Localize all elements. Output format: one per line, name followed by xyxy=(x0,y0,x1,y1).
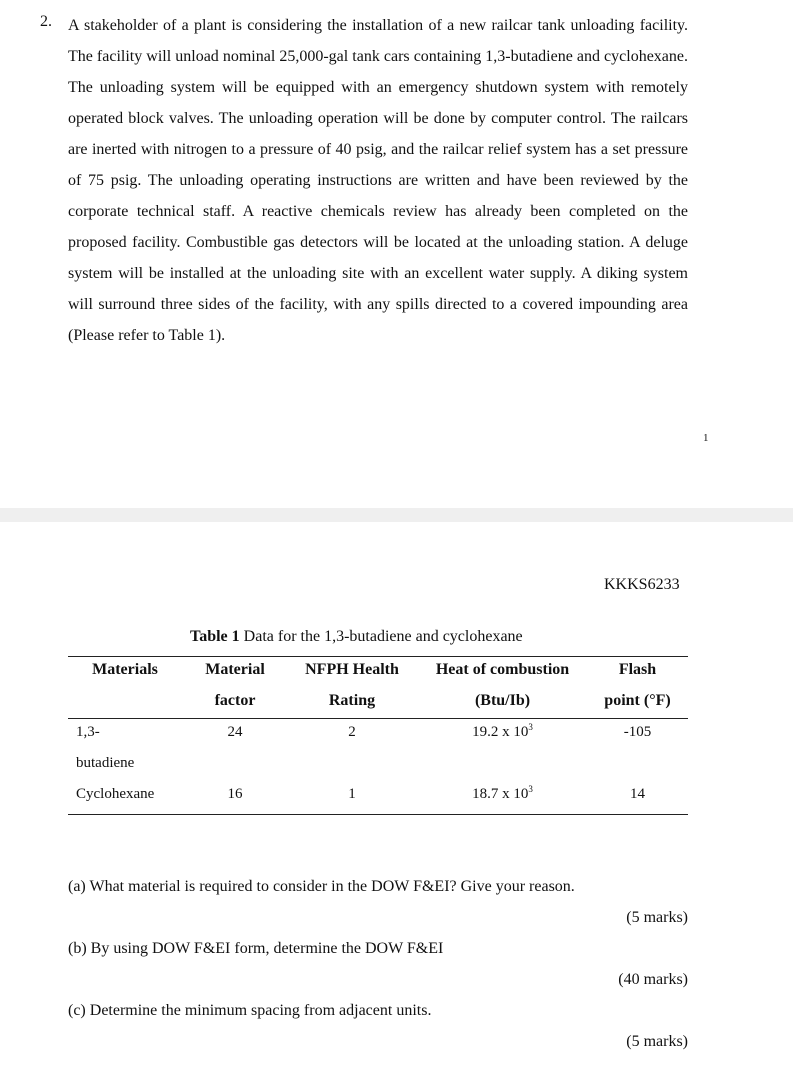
part-a-marks: (5 marks) xyxy=(626,909,688,926)
row2-material-factor: 16 xyxy=(227,786,243,802)
header-nfph-line1: NFPH Health xyxy=(305,661,399,678)
table-caption-text: Data for the 1,3-butadiene and cyclohexane xyxy=(239,628,523,645)
row1-flash-point: -105 xyxy=(623,724,652,740)
question-text: A stakeholder of a plant is considering the installation of a new railcar tank unloading facility. The facility will unload nominal 25,000-gal tank cars containing 1,3-butadiene and cyclohexane. The unloading system will be equipped with an emergency shutdown system with remotely operated block valves. The unloading operation will be done by computer control. The railcars are inerted with nitrogen to a pressure of 40 psig, and the railcar relief system has a set pressure of 75 psig. The unloading operating instructions are written and have been reviewed by the corporate technical staff. A reactive chemicals review has already been completed on the proposed facility. Combustible gas detectors will be located at the unloading station. A deluge system will be installed at the unloading site with an excellent water supply. A diking system will surround three sides of the facility, with any spills directed to a covered impounding area (Please refer to Table 1). xyxy=(68,17,688,344)
row1-nfph: 2 xyxy=(348,724,356,740)
table-caption-label: Table 1 xyxy=(190,628,240,645)
table-bottom-rule xyxy=(68,814,688,815)
header-heat-line1: Heat of combustion xyxy=(435,661,570,678)
row1-heat-exp: 3 xyxy=(528,722,533,732)
header-material-factor-line2: factor xyxy=(214,692,256,709)
row2-heat-of-combustion xyxy=(420,779,585,810)
header-nfph-line2: Rating xyxy=(328,692,376,709)
page-number: 1 xyxy=(703,432,709,444)
row1-material-line2: butadiene xyxy=(76,755,135,771)
part-c-question: (c) Determine the minimum spacing from adjacent units. xyxy=(68,1002,432,1019)
header-flash-line1: Flash xyxy=(618,661,657,678)
header-heat-line2: (Btu/Ib) xyxy=(474,692,531,709)
header-materials: Materials xyxy=(92,661,158,678)
row2-heat-exp: 3 xyxy=(528,784,533,794)
part-c-marks: (5 marks) xyxy=(626,1033,688,1050)
part-b-question: (b) By using DOW F&EI form, determine the DOW F&EI xyxy=(68,940,444,957)
table-caption xyxy=(190,628,523,646)
row2-nfph: 1 xyxy=(348,786,356,802)
page-separator xyxy=(0,508,793,522)
row2-heat-base: 18.7 x 10 xyxy=(472,786,529,802)
row2-material: Cyclohexane xyxy=(76,786,155,802)
header-material-factor-line1: Material xyxy=(205,661,265,678)
row2-flash-point: 14 xyxy=(630,786,645,802)
document-code: KKKS6233 xyxy=(604,576,680,593)
row1-material-line1: 1,3- xyxy=(76,724,100,740)
row1-material-factor: 24 xyxy=(227,724,243,740)
question-number: 2. xyxy=(40,13,52,30)
part-b-marks: (40 marks) xyxy=(618,971,688,988)
row1-heat-base: 19.2 x 10 xyxy=(472,724,529,740)
part-a-question: (a) What material is required to consider in the DOW F&EI? Give your reason. xyxy=(68,878,575,895)
row1-heat-of-combustion xyxy=(420,717,585,748)
header-flash-line2: point (°F) xyxy=(604,692,671,709)
